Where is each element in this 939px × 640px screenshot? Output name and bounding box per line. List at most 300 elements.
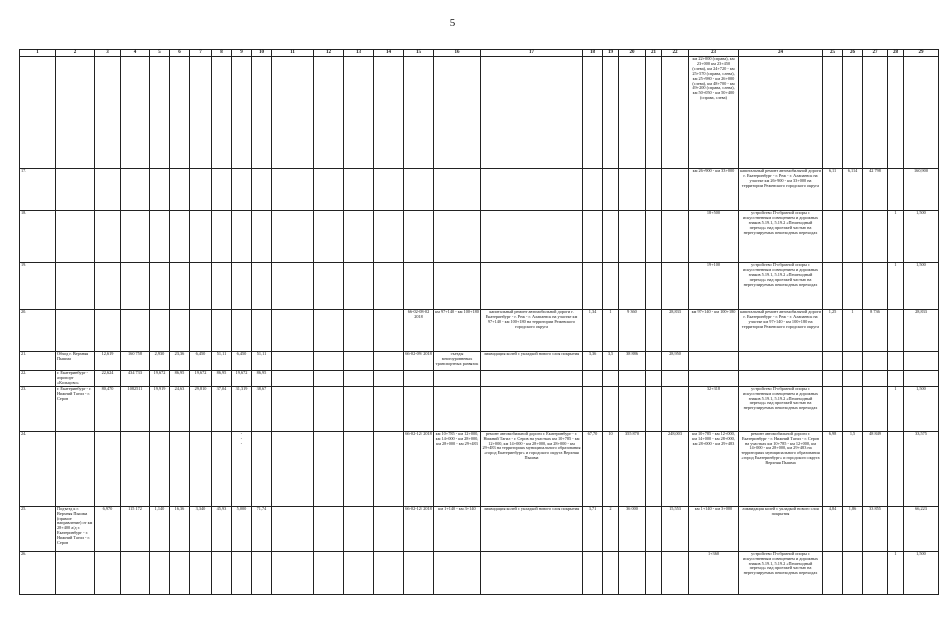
table-cell	[272, 352, 314, 371]
table-cell	[434, 551, 481, 594]
table-cell	[252, 169, 272, 211]
table-cell: 1	[888, 551, 904, 594]
table-cell	[603, 371, 619, 387]
table-cell: 33 855	[863, 506, 888, 551]
table-cell	[252, 310, 272, 352]
table-cell	[863, 211, 888, 263]
table-cell: капитальный ремонт автомобильной дороги г. Екатеринбург - г. Реж - г. Алапаевск на участке км 26+900 - км 33+000 на территории Режевского городского округа	[739, 169, 823, 211]
table-cell	[646, 371, 662, 387]
table-cell: 86,95	[252, 371, 272, 387]
table-cell: 6,11	[823, 169, 843, 211]
table-cell	[662, 169, 689, 211]
table-cell	[344, 352, 374, 371]
table-cell	[121, 263, 150, 310]
table-cell	[739, 352, 823, 371]
table-row	[20, 211, 939, 263]
table-cell: 1,500	[904, 386, 939, 431]
table-cell	[272, 371, 314, 387]
table-cell: 19,672	[190, 371, 212, 387]
table-cell	[374, 371, 404, 387]
table-cell	[863, 57, 888, 169]
column-number-header: 29	[904, 50, 939, 57]
table-cell: км 1+140 - км 3+000	[689, 506, 739, 551]
column-number-header: 7	[190, 50, 212, 57]
table-cell	[190, 551, 212, 594]
table-cell: 10	[603, 431, 619, 506]
table-cell	[843, 551, 863, 594]
column-number-header: 13	[344, 50, 374, 57]
table-row	[20, 371, 939, 387]
table-cell	[646, 506, 662, 551]
table-cell	[121, 169, 150, 211]
table-cell	[662, 371, 689, 387]
table-cell	[212, 431, 232, 506]
table-cell	[583, 371, 603, 387]
table-cell	[232, 169, 252, 211]
row-number-cell: 20.	[20, 310, 56, 352]
table-cell: 1,5	[843, 431, 863, 506]
column-number-header: 4	[121, 50, 150, 57]
table-cell	[95, 310, 121, 352]
table-cell	[121, 211, 150, 263]
table-cell: 115 172	[121, 506, 150, 551]
table-cell: 1	[888, 211, 904, 263]
table-cell	[374, 551, 404, 594]
table-cell: 66-02-12/ 2018	[404, 431, 434, 506]
table-cell: 18+500	[689, 211, 739, 263]
table-cell	[863, 263, 888, 310]
table-cell	[121, 57, 150, 169]
table-cell	[314, 551, 344, 594]
table-cell	[95, 211, 121, 263]
table-cell	[232, 310, 252, 352]
table-cell	[212, 310, 232, 352]
column-number-header: 12	[314, 50, 344, 57]
column-number-header: 25	[823, 50, 843, 57]
register-table	[19, 49, 939, 595]
table-cell	[121, 551, 150, 594]
table-cell	[404, 386, 434, 431]
table-cell	[272, 263, 314, 310]
table-cell: км 97+140 - км 100+180	[689, 310, 739, 352]
table-row	[20, 506, 939, 551]
table-cell	[252, 551, 272, 594]
table-cell	[252, 263, 272, 310]
table-cell	[314, 169, 344, 211]
table-row	[20, 310, 939, 352]
column-number-header: 10	[252, 50, 272, 57]
table-cell	[904, 352, 939, 371]
table-cell: 36 000	[619, 506, 646, 551]
table-cell	[95, 57, 121, 169]
table-cell	[232, 551, 252, 594]
table-cell	[434, 169, 481, 211]
table-cell	[646, 263, 662, 310]
table-cell	[272, 506, 314, 551]
table-cell	[404, 169, 434, 211]
table-cell	[314, 310, 344, 352]
table-cell	[150, 57, 170, 169]
table-cell: 1	[843, 310, 863, 352]
column-number-row	[20, 50, 939, 57]
table-cell	[823, 551, 843, 594]
table-cell	[314, 211, 344, 263]
table-row	[20, 551, 939, 594]
table-cell	[252, 211, 272, 263]
table-cell	[212, 551, 232, 594]
table-cell	[619, 386, 646, 431]
table-cell	[170, 551, 190, 594]
table-cell	[232, 211, 252, 263]
column-number-header: 15	[404, 50, 434, 57]
table-cell: ремонт автомобильной дороги г. Екатеринбург - г. Нижний Тагил - г. Серов на участках км 10+785 - км 12+000, км 14+000 - км 28+000, км 29+483 на территориях муниципального образования «город Екатеринбург» и городского округа Верхняя Пышма	[739, 431, 823, 506]
table-row	[20, 352, 939, 371]
table-cell	[212, 169, 232, 211]
column-number-header: 22	[662, 50, 689, 57]
table-cell	[619, 57, 646, 169]
table-cell: 45,93	[212, 506, 232, 551]
table-cell: 32+318	[689, 386, 739, 431]
table-cell: 28,833	[904, 310, 939, 352]
table-cell	[344, 551, 374, 594]
table-cell: км 22+000 (справа), км 23+000 км 23+450 (слева), км 24+720 - км 25+570 (справа, слева), км 25+980 - км 26+000 (слева), км 48+700 - км 49+200 (справа, слева), км 50+050 - км 50+400 (справа, слева)	[689, 57, 739, 169]
table-cell: 1	[888, 263, 904, 310]
table-cell	[583, 169, 603, 211]
table-cell	[823, 386, 843, 431]
table-cell: 160 758	[121, 352, 150, 371]
column-number-header: 26	[843, 50, 863, 57]
table-cell	[314, 263, 344, 310]
table-cell: Подъезд к г. Верхняя Пышма (прямое направление) от км 28+400 а/д г. Екатеринбург - г. Нижний Тагил - г. Серов	[56, 506, 95, 551]
table-cell	[56, 169, 95, 211]
table-cell	[662, 386, 689, 431]
table-cell	[344, 310, 374, 352]
table-cell: 22,624	[95, 371, 121, 387]
table-cell: устройство П-образной опоры с искусственным освещением и дорожных знаков 5.19.1, 5.19.2 «Пешеходный переход» над проезжей частью на нерегулируемых пешеходных переходах	[739, 211, 823, 263]
table-cell	[212, 211, 232, 263]
column-number-header: 24	[739, 50, 823, 57]
table-cell: ликвидация колей с укладкой нового слоя покрытия	[481, 506, 583, 551]
table-row	[20, 386, 939, 431]
row-number-cell: 18.	[20, 211, 56, 263]
table-cell: 66-02-08-02 2018	[404, 310, 434, 352]
table-cell: 19,919	[150, 386, 170, 431]
column-number-header: 21	[646, 50, 662, 57]
table-cell: 28,833	[662, 310, 689, 352]
table-cell	[823, 211, 843, 263]
table-cell	[314, 506, 344, 551]
table-cell: 12,619	[95, 352, 121, 371]
row-number-cell: 21.	[20, 352, 56, 371]
table-cell	[843, 371, 863, 387]
table-cell	[619, 371, 646, 387]
table-cell: 1	[603, 310, 619, 352]
table-cell	[843, 263, 863, 310]
table-cell	[56, 263, 95, 310]
table-cell	[481, 211, 583, 263]
table-cell: 29,810	[190, 386, 212, 431]
table-cell	[374, 506, 404, 551]
table-cell	[823, 57, 843, 169]
table-cell	[583, 57, 603, 169]
table-cell: 3,5	[603, 352, 619, 371]
table-cell	[434, 371, 481, 387]
table-cell	[374, 352, 404, 371]
column-number-header: 16	[434, 50, 481, 57]
row-number-cell	[20, 57, 56, 169]
table-cell	[481, 169, 583, 211]
table-cell	[272, 431, 314, 506]
table-cell: 38,67	[252, 386, 272, 431]
table-cell	[863, 371, 888, 387]
table-cell: 3,340	[190, 506, 212, 551]
table-cell	[56, 57, 95, 169]
table-cell: 67,70	[583, 431, 603, 506]
table-cell: капитальный ремонт автомобильной дороги г. Екатеринбург - г. Реж - г. Алапаевск на участке км 97+140 - км 100+180 на территории Режевского городского округа	[739, 310, 823, 352]
table-cell: г. Екатеринбург - аэропорт «Кольцово»	[56, 371, 95, 387]
table-cell: 160,900	[904, 169, 939, 211]
table-cell	[904, 57, 939, 169]
table-cell	[190, 310, 212, 352]
table-cell: капитальный ремонт автомобильной дороги г. Екатеринбург - г. Реж - г. Алапаевск на участке км 97+140 - км 100+180 на территории Режевского городского округа	[481, 310, 583, 352]
table-cell	[481, 551, 583, 594]
table-cell: 15,553	[662, 506, 689, 551]
table-cell	[583, 211, 603, 263]
table-cell: 19,672	[232, 371, 252, 387]
table-cell	[603, 169, 619, 211]
table-cell	[481, 386, 583, 431]
table-cell: 434 733	[121, 371, 150, 387]
table-cell	[603, 57, 619, 169]
table-cell	[888, 57, 904, 169]
row-number-cell: 24.	[20, 431, 56, 506]
table-cell: 1	[888, 386, 904, 431]
table-row	[20, 263, 939, 310]
table-cell	[344, 211, 374, 263]
table-cell	[314, 352, 344, 371]
table-cell	[646, 169, 662, 211]
table-cell: 33,575	[904, 431, 939, 506]
table-cell	[95, 431, 121, 506]
table-cell: 31,319	[232, 386, 252, 431]
table-cell	[603, 386, 619, 431]
table-cell	[404, 371, 434, 387]
table-cell: 1,25	[823, 310, 843, 352]
table-cell	[190, 57, 212, 169]
table-row	[20, 431, 939, 506]
table-cell	[404, 263, 434, 310]
table-cell: 8 736	[863, 310, 888, 352]
table-cell: 86,95	[212, 371, 232, 387]
table-cell	[662, 211, 689, 263]
table-cell	[603, 551, 619, 594]
table-cell	[314, 386, 344, 431]
table-cell: 9 360	[619, 310, 646, 352]
table-cell	[56, 211, 95, 263]
table-cell: 1,140	[150, 506, 170, 551]
table-cell	[888, 310, 904, 352]
table-cell	[843, 386, 863, 431]
table-cell: 3,36	[583, 352, 603, 371]
table-cell: 6,970	[95, 506, 121, 551]
table-cell	[863, 551, 888, 594]
table-cell	[170, 57, 190, 169]
table-cell	[252, 431, 272, 506]
table-cell	[646, 211, 662, 263]
table-cell	[190, 263, 212, 310]
table-cell	[404, 211, 434, 263]
table-cell: 6,98	[823, 431, 843, 506]
column-number-header: 23	[689, 50, 739, 57]
table-cell	[434, 386, 481, 431]
table-cell: 6,450	[190, 352, 212, 371]
table-cell	[646, 386, 662, 431]
column-number-header: 20	[619, 50, 646, 57]
table-cell	[583, 263, 603, 310]
table-cell	[374, 431, 404, 506]
column-number-header: 8	[212, 50, 232, 57]
table-cell	[272, 57, 314, 169]
table-cell: 42 798	[863, 169, 888, 211]
table-cell	[583, 386, 603, 431]
table-cell: км 97+140 - км 100+180	[434, 310, 481, 352]
table-cell: 1,34	[583, 310, 603, 352]
column-number-header: 2	[56, 50, 95, 57]
table-cell	[252, 57, 272, 169]
column-number-header: 9	[232, 50, 252, 57]
table-cell	[646, 551, 662, 594]
table-cell: 28,950	[662, 352, 689, 371]
table-cell	[344, 371, 374, 387]
row-number-cell: 17.	[20, 169, 56, 211]
table-cell	[272, 551, 314, 594]
table-cell	[739, 371, 823, 387]
row-number-cell: 22.	[20, 371, 56, 387]
table-cell: 24,63	[170, 386, 190, 431]
row-number-cell: 26.	[20, 551, 56, 594]
table-cell	[481, 371, 583, 387]
table-cell	[904, 371, 939, 387]
table-cell	[170, 169, 190, 211]
table-cell: 51,11	[252, 352, 272, 371]
table-cell	[314, 371, 344, 387]
table-cell	[150, 211, 170, 263]
table-cell: 2	[603, 506, 619, 551]
table-cell	[739, 57, 823, 169]
table-cell	[170, 310, 190, 352]
table-cell	[212, 263, 232, 310]
table-cell: 51,11	[212, 352, 232, 371]
table-cell: 6,114	[843, 169, 863, 211]
column-number-header: 5	[150, 50, 170, 57]
table-cell	[823, 263, 843, 310]
table-cell	[272, 211, 314, 263]
table-cell	[95, 263, 121, 310]
table-cell	[619, 169, 646, 211]
column-number-header: 18	[583, 50, 603, 57]
row-number-cell: 19.	[20, 263, 56, 310]
table-cell: 23,36	[170, 352, 190, 371]
table-cell	[823, 371, 843, 387]
table-cell: устройство П-образной опоры с искусственным освещением и дорожных знаков 5.19.1, 5.19.2 «Пешеходный переход» над проезжей частью на нерегулируемых пешеходных переходах	[739, 263, 823, 310]
table-cell: 48 849	[863, 431, 888, 506]
table-cell	[823, 352, 843, 371]
table-cell: км 1+140 - км 3+140	[434, 506, 481, 551]
table-row	[20, 169, 939, 211]
table-cell	[190, 169, 212, 211]
table-cell	[689, 352, 739, 371]
table-cell	[434, 263, 481, 310]
table-cell	[603, 263, 619, 310]
table-cell	[212, 57, 232, 169]
column-number-header: 19	[603, 50, 619, 57]
table-cell	[662, 263, 689, 310]
table-cell	[374, 57, 404, 169]
column-number-header: 14	[374, 50, 404, 57]
table-cell: 16,36	[170, 506, 190, 551]
table-cell	[150, 263, 170, 310]
table-cell	[150, 169, 170, 211]
table-cell: 1,500	[904, 211, 939, 263]
table-cell	[56, 551, 95, 594]
table-cell	[619, 263, 646, 310]
table-cell: 19+100	[689, 263, 739, 310]
table-cell	[662, 57, 689, 169]
table-cell: съезды многоуровневых транспортных развязок	[434, 352, 481, 371]
column-number-header: 1	[20, 50, 56, 57]
table-cell: 80,470	[95, 386, 121, 431]
table-cell: ликвидация колей с укладкой нового слоя покрытия	[481, 352, 583, 371]
table-cell	[344, 169, 374, 211]
table-cell	[314, 57, 344, 169]
table-cell	[863, 386, 888, 431]
table-cell: 86,95	[170, 371, 190, 387]
table-cell	[646, 310, 662, 352]
table-cell: ремонт автомобильной дороги г. Екатеринбург - г. Нижний Тагил - г. Серов на участках км 10+785 - км 12+000, км 14+000 - км 28+000, км 28+000 - км 29+483 на территориях муниципального образования «город Екатеринбург» и городского округа Верхняя Пышма	[481, 431, 583, 506]
table-cell	[314, 431, 344, 506]
table-cell: 66-02-09/ 2018	[404, 352, 434, 371]
table-cell	[170, 431, 190, 506]
table-cell: 1,500	[904, 263, 939, 310]
table-cell	[95, 551, 121, 594]
table-cell	[170, 211, 190, 263]
table-cell	[374, 169, 404, 211]
table-cell	[190, 211, 212, 263]
table-cell	[344, 263, 374, 310]
table-cell: ликвидация колей с укладкой нового слоя покрытия	[739, 506, 823, 551]
table-cell: 6,450	[232, 352, 252, 371]
table-cell	[190, 431, 212, 506]
table-cell: км 26+900 - км 33+000	[689, 169, 739, 211]
table-cell	[374, 310, 404, 352]
table-cell	[344, 506, 374, 551]
table-cell	[272, 386, 314, 431]
table-row	[20, 57, 939, 169]
table-cell	[404, 57, 434, 169]
table-cell	[888, 431, 904, 506]
table-cell	[272, 169, 314, 211]
table-cell	[603, 211, 619, 263]
table-cell	[150, 310, 170, 352]
table-cell	[662, 551, 689, 594]
table-cell	[646, 431, 662, 506]
table-cell: 1+360	[689, 551, 739, 594]
table-cell	[888, 506, 904, 551]
table-cell	[121, 431, 150, 506]
table-cell	[272, 310, 314, 352]
table-cell: 1,86	[843, 506, 863, 551]
table-cell: 66,223	[904, 506, 939, 551]
